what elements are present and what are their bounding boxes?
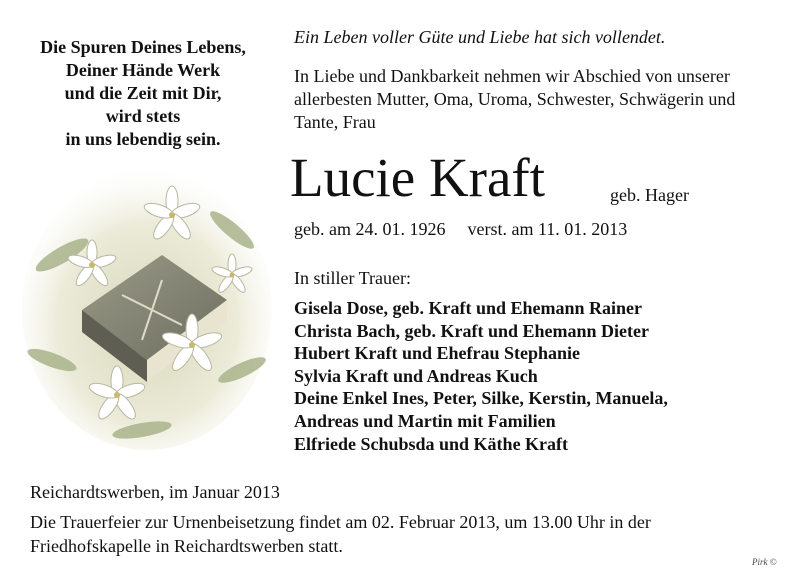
mourner-line: Deine Enkel Ines, Peter, Silke, Kerstin, Manuela, — [294, 388, 668, 409]
birth-date: geb. am 24. 01. 1926 — [294, 219, 446, 239]
deceased-name: Lucie Kraft — [290, 147, 545, 208]
intro-line: Tante, Frau — [294, 112, 376, 132]
mourner-line: Christa Bach, geb. Kraft und Ehemann Dieter — [294, 320, 649, 341]
mourner-line: Gisela Dose, geb. Kraft und Ehemann Rainer — [294, 298, 643, 318]
mourner-line: Hubert Kraft und Ehefrau Stephanie — [294, 343, 581, 364]
mourner-line: Sylvia Kraft und Andreas Kuch — [294, 365, 538, 386]
motto-line: Ein Leben voller Güte und Liebe hat sich vollendet. — [294, 27, 666, 47]
intro-line: allerbesten Mutter, Oma, Uroma, Schwester, Schwägerin und — [294, 89, 736, 109]
copyright-mark: Pirk © — [752, 557, 777, 567]
verse-line: Die Spuren Deines Lebens, — [40, 37, 246, 57]
verse-block — [18, 36, 268, 151]
mourner-line: Elfriede Schubsda und Käthe Kraft — [294, 433, 569, 454]
service-line: Friedhofskapelle in Reichardtswerben statt. — [30, 536, 343, 556]
life-dates — [294, 219, 627, 240]
verse-line: und die Zeit mit Dir, — [64, 83, 222, 103]
death-date: verst. am 11. 01. 2013 — [467, 219, 628, 239]
verse-line: in uns lebendig sein. — [65, 129, 221, 149]
bible-with-lilies-illustration — [22, 160, 272, 460]
maiden-name: geb. Hager — [610, 185, 689, 205]
mourning-label: In stiller Trauer: — [294, 268, 411, 288]
bible-lilies-icon — [22, 160, 272, 460]
place-date: Reichardtswerben, im Januar 2013 — [30, 482, 280, 502]
service-notice — [30, 510, 775, 558]
intro-text — [294, 65, 784, 134]
verse-line: wird stets — [105, 106, 181, 126]
mourners-list — [294, 297, 668, 455]
intro-line: In Liebe und Dankbarkeit nehmen wir Abschied von unserer — [294, 66, 730, 86]
mourner-line: Andreas und Martin mit Familien — [294, 410, 556, 431]
verse-line: Deiner Hände Werk — [65, 60, 221, 80]
service-line: Die Trauerfeier zur Urnenbeisetzung findet am 02. Februar 2013, um 13.00 Uhr in der — [30, 512, 651, 532]
